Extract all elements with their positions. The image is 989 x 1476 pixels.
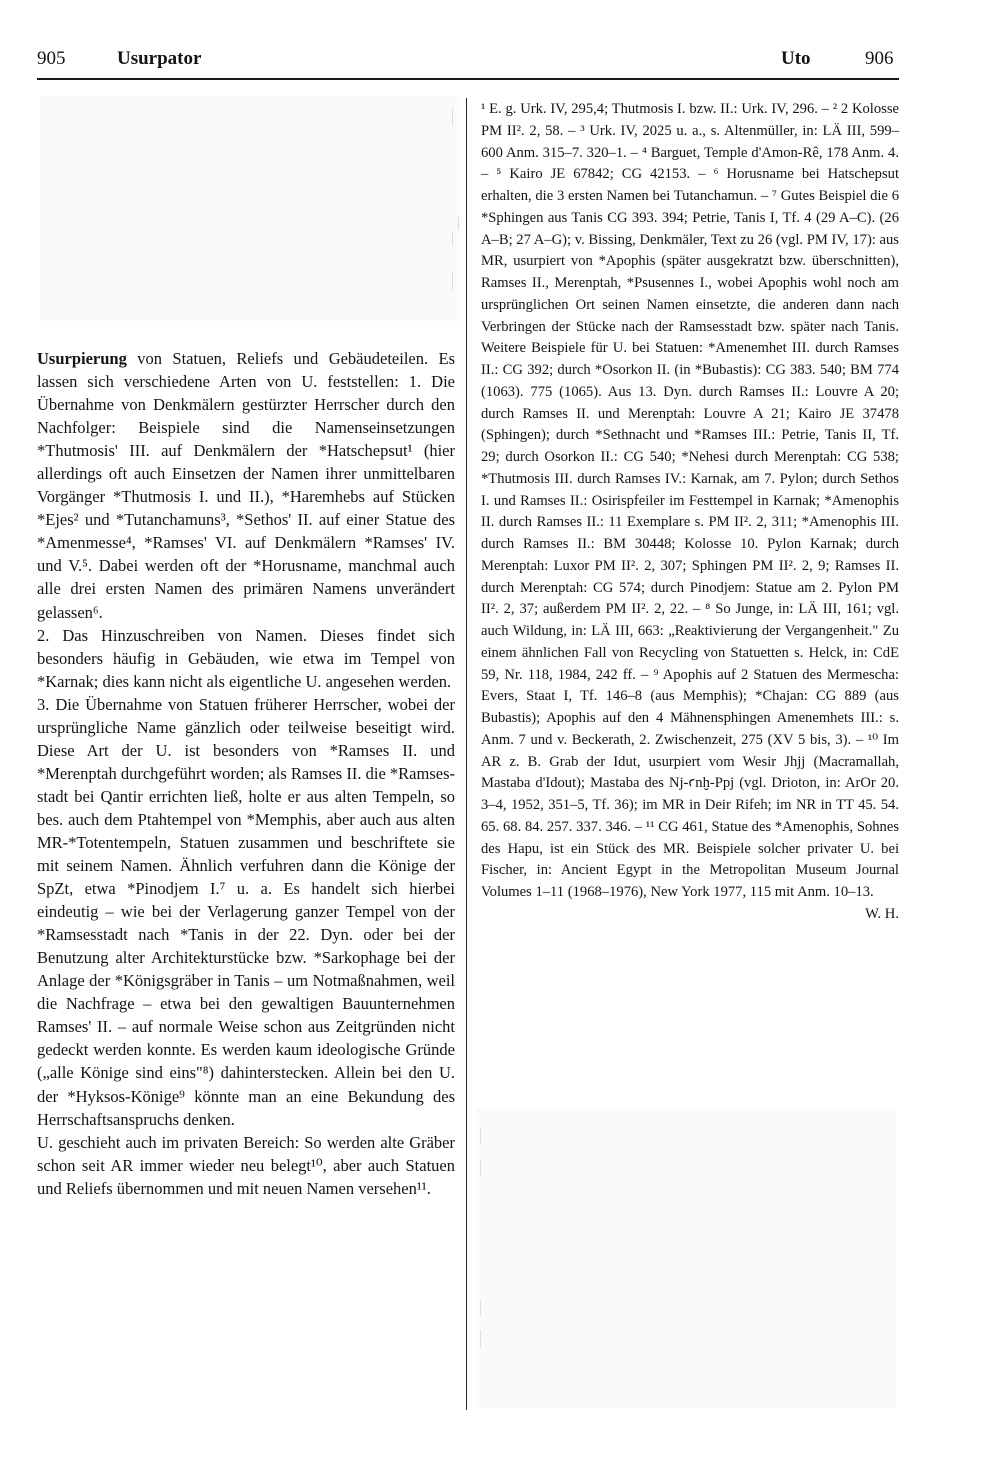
left-keyword: Usurpator <box>117 48 202 69</box>
right-keyword: Uto <box>781 48 811 69</box>
column-divider <box>466 98 467 1410</box>
bleed-mark <box>458 216 459 230</box>
bleed-mark <box>480 1128 481 1144</box>
bleed-through-area-bottom <box>476 1108 896 1408</box>
article-paragraph-text: von Statuen, Reliefs und Gebäudeteilen. Es lassen sich verschiedene Arten von U. feststellen: 1. Die Übernahme von Denkmälern gestürzter Herrscher durch den Nachfolger: Beispiele sind die Namenseinsetzungen *Thutmosis' III. auf Denkmälern der *Hatschepsut¹ (hier allerdings oft auch Einsetzen der Namen ihrer unmittelbaren Vorgänger *Thutmosis I. und II.), *Haremhebs auf Stücken *Ejes² und *Tutanchamuns³, *Sethos' II. auf einer Statue des *Amenmesse⁴, *Ramses' VI. auf Denkmälern *Ramses' IV. und V.⁵. Dabei werden oft der *Horusname, manchmal auch alle drei ersten Namen des primären Namens unverändert gelassen⁶. <box>37 349 455 622</box>
right-page-number: 906 <box>865 48 894 69</box>
article-paragraph <box>37 347 455 624</box>
bleed-mark <box>452 232 453 246</box>
footnotes-paragraph <box>481 99 899 922</box>
bleed-mark <box>452 108 453 126</box>
footnotes-text: ¹ E. g. Urk. IV, 295,4; Thutmosis I. bzw. II.: Urk. IV, 296. – ² 2 Kolosse PM II². 2, 58. – ³ Urk. IV, 2025 u. a., s. Altenmüller, in: LÄ III, 599–600 Anm. 315–7. 320–1. – ⁴ Barguet, Temple d'Amon-Rê, 178 Anm. 4. – ⁵ Kairo JE 67842; CG 42153. – ⁶ Horusname bei Hatschepsut erhalten, die 3 ersten Namen bei Tutanchamun. – ⁷ Gutes Beispiel die 6 *Sphingen aus Tanis CG 393. 394; Petrie, Tanis I, Tf. 4 (29 A–C). (26 A–B; 27 A–G); v. Bissing, Denkmäler, Text zu 26 (vgl. PM IV, 17): aus MR, usurpiert von *Apophis (später ausgekratzt bzw. überschnitten), Ramses II., Merenptah, *Psusennes I., wobei Apophis wohl noch am ursprünglichen Ort seinen Namen einsetzte, die anderen dann nach Verbringen der Stücke nach der Ramsesstadt bzw. später nach Tanis. Weitere Beispiele für U. bei Statuen: *Amenemhet III. durch Ramses II.: CG 392; durch *Osorkon II. (in *Bubastis): CG 383. 540; BM 774 (1063). 775 (1065). Aus 13. Dyn. durch Ramses II.: Louvre A 20; durch Ramses II. und Merenptah: Louvre A 21; Kairo JE 37478 (Sphingen); durch *Sethnacht und *Ramses III.: Petrie, Tanis II, Tf. 29; durch Osorkon II.: CG 540; *Nehesi durch Merenptah: CG 538; *Thutmosis III. durch Ramses IV.: Karnak, am 7. Pylon; durch Sethos I. und Ramses II.: Osirispfeiler im Festtempel in Karnak; *Amenophis II. durch Ramses II.: 11 Exemplare s. PM II². 2, 311; *Amenophis III. durch Ramses II.: BM 30448; Kolosse 10. Pylon Karnak; durch Merenptah: Luxor PM II². 2, 307; Sphingen PM II². 2, 9; Ramses II. durch Merenptah: CG 574; durch Pinodjem: Statue am 2. Pylon PM II². 2, 37; außerdem PM II². 2, 22. – ⁸ So Junge, in: LÄ III, 161; vgl. auch Wildung, in: LÄ III, 663: „Reaktivierung der Vergangenheit." Zu einem ähnlichen Fall von Recycling von Statuetten s. Helck, in: CdE 59, Nr. 118, 1984, 242 ff. – ⁹ Apophis auf 2 Statuen des Mermescha: Evers, Staat I, Tf. 146–8 (aus Memphis); *Chajan: CG 889 (aus Bubastis); Apophis auf den 4 Mähnensphingen Amenemhets III.: s. Anm. 7 und v. Beckerath, 2. Zwischenzeit, 275 (XV 5 bis, 3). – ¹⁰ Im AR z. B. Grab der Idut, usurpiert vom Wesir Jhjj (Macramallah, Mastaba d'Idout); Mastaba des Nj-ꜥnḫ-Ppj (vgl. Drioton, in: ArOr 20. 3–4, 1952, 351–5, Tf. 36); im MR in Deir Rifeh; im NR in TT 45. 54. 65. 68. 84. 257. 337. 346. – ¹¹ CG 461, Statue des *Amenophis, Sohnes des Hapu, ist ein Stück des MR. Beispiele solcher privater U. bei Fischer, in: Ancient Egypt in the Metropolitan Museum Journal Volumes 1–11 (1968–1976), New York 1977, 115 mit Anm. 10–13. <box>481 101 899 900</box>
article-paragraph: 2. Das Hinzuschreiben von Namen. Dieses findet sich besonders häufig in Gebäuden, wie etwa im Tempel von *Karnak; dies kann nicht als eigentliche U. angesehen werden. <box>37 625 455 691</box>
bleed-mark <box>480 1300 481 1316</box>
bleed-mark <box>480 1330 481 1348</box>
article-paragraph: 3. Die Übernahme von Statuen früherer Herrscher, wobei der ursprüngliche Name gänzlich oder teilweise beseitigt wird. Diese Art der U. ist besonders von *Ramses II. und *Merenptah durchgeführt worden; als Ramses II. die *Ramsesstadt bei Qantir errichten ließ, holte er aus alten Tempeln, so bes. auch dem Ptahtempel von *Memphis, aber auch aus alten MR-*Totentempeln, Statuen zusammen und beschriftete sie mit seinem Namen. Ähnlich verfuhren dann die Könige der SpZt, etwa *Pinodjem I.⁷ u. a. Es handelt sich hierbei eindeutig – wie bei der Verlagerung ganzer Tempel von der *Ramsesstadt nach *Tanis in der 22. Dyn. oder bei der Benutzung alter Architekturstücke bzw. *Sarkophage bei der Anlage der *Königsgräber in Tanis – um Notmaßnahmen, weil die Nachfrage – etwa bei den gewaltigen Bauunternehmen Ramses' II. – auf normale Weise schon aus Zeitgründen nicht gedeckt werden konnte. Es werden kaum ideologische Gründe („alle Könige sind eins"⁸) dahinterstecken. Allein bei den U. der *Hyksos-Könige⁹ könnte man an eine Bekundung des Herrschaftsanspruchs denken. <box>37 694 455 1129</box>
main-article <box>37 347 455 1200</box>
article-paragraph: U. geschieht auch im privaten Bereich: So werden alte Gräber schon seit AR immer wieder neu belegt¹⁰, aber auch Statuen und Reliefs übernommen und mit neuen Namen versehen¹¹. <box>37 1132 455 1198</box>
bleed-mark <box>452 272 453 290</box>
article-term: Usurpierung <box>37 349 127 368</box>
footnotes <box>481 99 899 926</box>
running-header <box>37 46 899 76</box>
bleed-through-area-top <box>40 96 460 321</box>
author-signature: W. H. <box>865 905 899 922</box>
left-page-number: 905 <box>37 48 66 69</box>
bleed-mark <box>480 1160 481 1176</box>
header-rule <box>37 78 899 80</box>
